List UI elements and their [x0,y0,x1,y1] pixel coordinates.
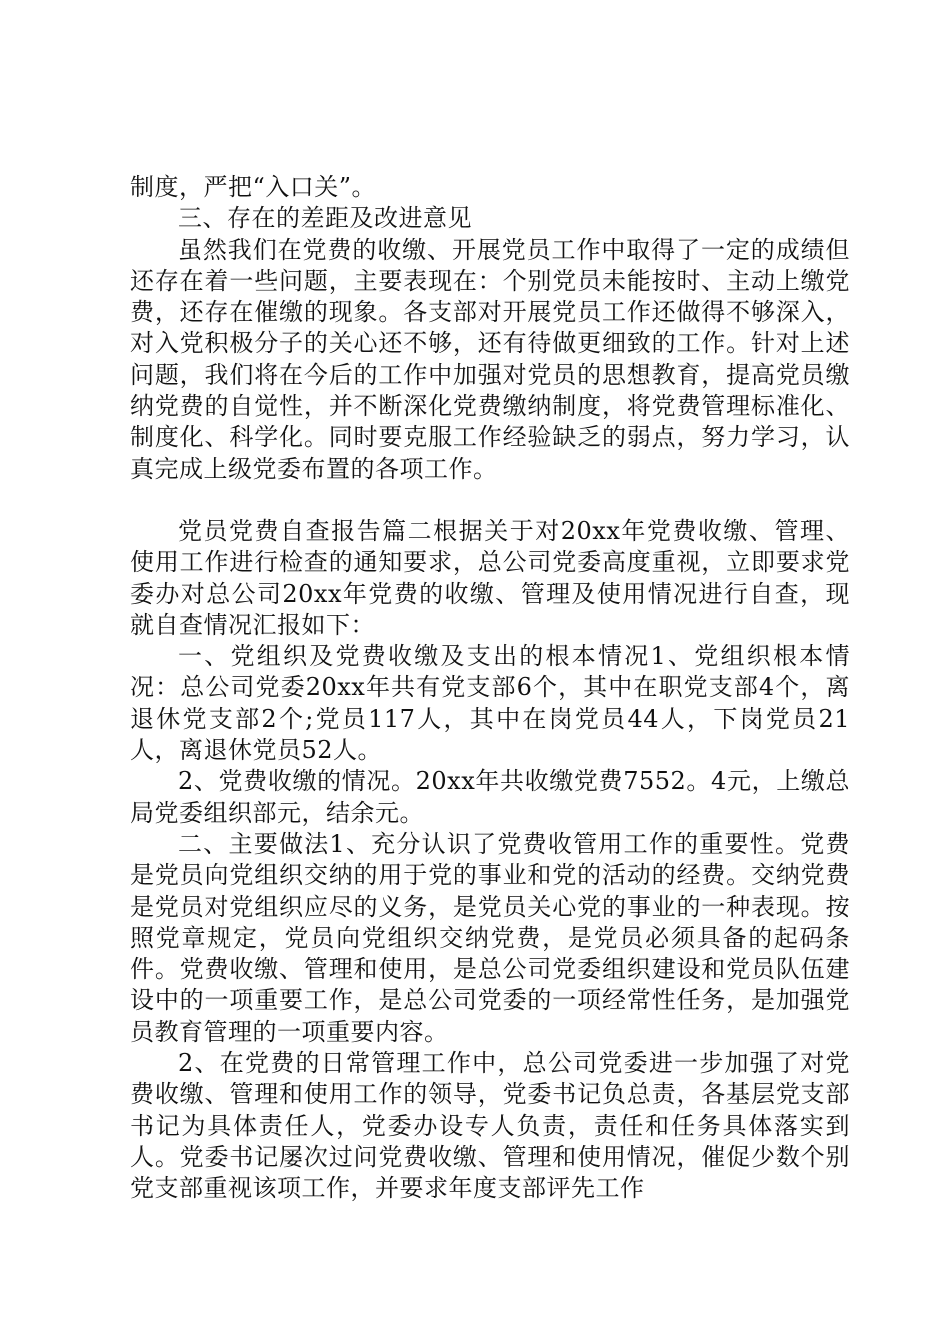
paragraph-intro-tail: 制度，严把“入口关”。 [130,173,377,201]
paragraph-gaps-body: 虽然我们在党费的收缴、开展党员工作中取得了一定的成绩但还存在着一些问题，主要表现在：个别党员未能按时、主动上缴党费，还存在催缴的现象。各支部对开展党员工作还做得不够深入，对入党积极分子的关心还不够，还有待做更细致的工作。针对上述问题，我们将在今后的工作中加强对党员的思想教育，提高党员缴纳党费的自觉性，并不断深化党费缴纳制度，将党费管理标准化、制度化、科学化。同时要克服工作经验缺乏的弱点，努力学习，认真完成上级党委布置的各项工作。 [130,235,850,483]
paragraph-main-practices: 二、主要做法1、充分认识了党费收管用工作的重要性。党费是党员向党组织交纳的用于党的事业和党的活动的经费。交纳党费是党员对党组织应尽的义务，是党员关心党的事业的一种表现。按照党章规定，党员向党组织交纳党费，是党员必须具备的起码条件。党费收缴、管理和使用，是总公司党委组织建设和党员队伍建设中的一项重要工作，是总公司党委的一项经常性任务，是加强党员教育管理的一项重要内容。 [130,829,850,1046]
paragraph-daily-management: 2、在党费的日常管理工作中，总公司党委进一步加强了对党费收缴、管理和使用工作的领导，党委书记负总责，各基层党支部书记为具体责任人，党委办设专人负责，责任和任务具体落实到人。党委书记屡次过问党费收缴、管理和使用情况，催促少数个别党支部重视该项工作，并要求年度支部评先工作 [130,1049,850,1203]
paragraph-spacer [130,485,850,516]
section-heading-gaps: 三、存在的差距及改进意见 [178,204,472,233]
paragraph-basic-situation: 一、党组织及党费收缴及支出的根本情况1、党组织根本情况：总公司党委20xx年共有党支部6个，其中在职党支部4个，离退休党支部2个;党员117人，其中在岗党员44人，下岗党员21人，离退休党员52人。 [130,642,850,765]
paragraph-report-two-intro: 党员党费自查报告篇二根据关于对20xx年党费收缴、管理、使用工作进行检查的通知要求，总公司党委高度重视，立即要求党委办对总公司20xx年党费的收缴、管理及使用情况进行自查，现就自查情况汇报如下： [130,516,850,639]
paragraph-fee-collection: 2、党费收缴的情况。20xx年共收缴党费7552。4元，上缴总局党委组织部元，结余元。 [130,767,850,827]
document-body [130,172,850,1205]
